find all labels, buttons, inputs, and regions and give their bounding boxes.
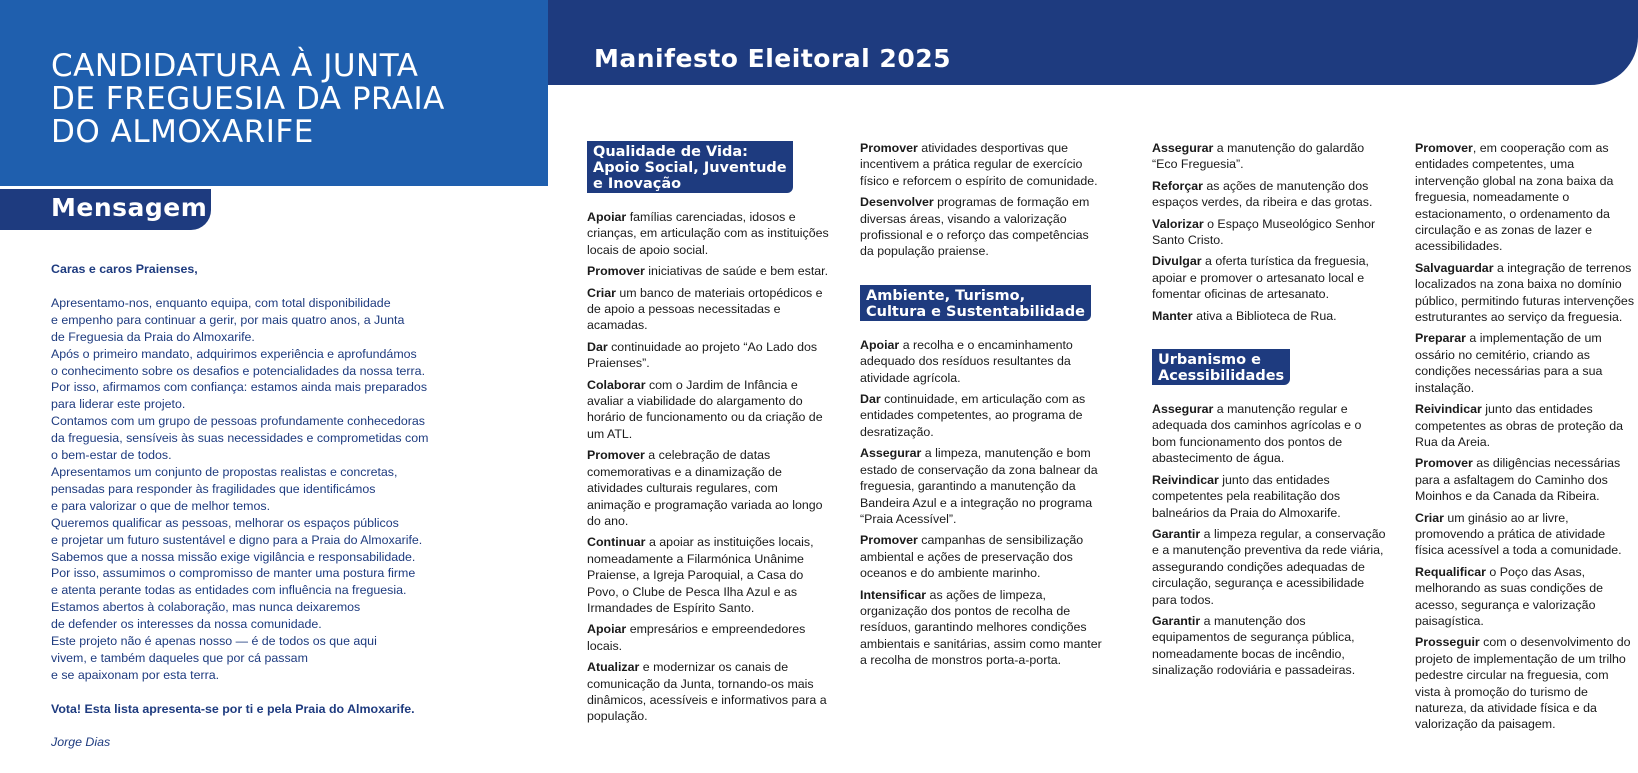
item-text: iniciativas de saúde e bem estar.	[644, 264, 829, 279]
list-item	[587, 534, 829, 616]
item-text: a recolha e o encaminhamento adequado dos resíduos resultantes da atividade agrícola.	[860, 337, 1073, 385]
item-text: continuidade ao projeto “Ao Lado dos Praienses”.	[587, 339, 818, 371]
item-verb: Preparar	[1415, 331, 1466, 346]
message-line: Apresentamos um conjunto de propostas realistas e concretas,	[51, 464, 398, 479]
section-title-line: Urbanismo e	[1158, 352, 1261, 369]
message-block	[51, 261, 456, 751]
message-line: Por isso, assumimos o compromisso de manter uma postura firme	[51, 566, 416, 581]
section-title-urbanism	[1152, 349, 1290, 385]
item-verb: Requalificar	[1415, 564, 1486, 579]
list-item	[1152, 308, 1386, 324]
message-signature: Jorge Dias	[51, 734, 111, 749]
message-closing: Vota! Esta lista apresenta-se por ti e pela Praia do Almoxarife.	[51, 701, 415, 716]
item-text: a implementação de um ossário no cemitério, criando as condições necessárias para a sua instalação.	[1415, 331, 1603, 395]
item-text: a integração de terrenos localizados na zona baixa no domínio público, permitindo futuras intervenções estruturantes ao serviço da freguesia.	[1415, 260, 1635, 325]
message-line: Contamos com um grupo de pessoas profundamente conhecedoras	[51, 414, 426, 429]
item-verb: Promover	[587, 448, 645, 463]
list-item	[860, 140, 1105, 189]
item-text: a limpeza, manutenção e bom estado de conservação da zona balnear da freguesia, garantindo a manutenção da Bandeira Azul e a integração no programa “Praia Acessível”.	[860, 446, 1098, 526]
section-title-line: Cultura e Sustentabilidade	[866, 303, 1085, 320]
item-text: um banco de materiais ortopédicos e de apoio a pessoas necessitadas e acamadas.	[587, 285, 823, 333]
column-quality-of-life	[587, 141, 829, 730]
list-item	[587, 209, 829, 258]
item-verb: Promover	[860, 141, 918, 155]
list-item	[1415, 260, 1637, 326]
list-item	[1415, 401, 1637, 450]
item-list	[1152, 401, 1386, 679]
message-line: Estamos abertos à colaboração, mas nunca deixaremos	[51, 600, 361, 615]
item-text: com o desenvolvimento do projeto de implementação de um trilho pedestre circular na freguesia, com vista à promoção do turismo de natureza, da atividade física e da valorização da paisagem.	[1415, 635, 1631, 732]
item-text: , em cooperação com as entidades competentes, uma intervenção global na zona baixa da freguesia, nomeadamente o estacionamento, o ordenamento da circulação e as zonas de lazer e acessibilidades.	[1415, 141, 1614, 254]
item-verb: Promover	[1415, 456, 1473, 471]
item-verb: Dar	[860, 392, 881, 407]
item-text: famílias carenciadas, idosos e crianças, em articulação com as instituições locais de apoio social.	[587, 210, 829, 257]
title-line: DE FREGUESIA DA PRAIA	[51, 81, 445, 117]
item-text: programas de formação em diversas áreas, visando a valorização profissional e o reforço das competências da população praiense.	[860, 195, 1090, 259]
item-verb: Garantir	[1152, 526, 1201, 541]
message-line: de Freguesia da Praia do Almoxarife.	[51, 329, 255, 344]
manifesto-heading: Manifesto Eleitoral 2025	[594, 44, 952, 73]
list-item	[587, 377, 829, 443]
section-title-line: Apoio Social, Juventude	[593, 160, 787, 176]
section-title-line: Ambiente, Turismo,	[866, 287, 1026, 304]
item-verb: Colaborar	[587, 377, 646, 392]
list-item	[1152, 140, 1386, 173]
message-greeting: Caras e caros Praienses,	[51, 262, 198, 276]
message-line: Após o primeiro mandato, adquirimos experiência e aprofundámos	[51, 346, 417, 361]
message-line: Este projeto não é apenas nosso — é de todos os que aqui	[51, 634, 377, 649]
list-item	[587, 285, 829, 334]
list-item	[1415, 564, 1637, 630]
item-text: atividades desportivas que incentivem a prática regular de exercício físico e reforcem o espírito de comunidade.	[860, 141, 1098, 188]
item-verb: Criar	[1415, 510, 1444, 525]
mensagem-label: Mensagem	[51, 193, 208, 222]
item-text: com o Jardim de Infância e avaliar a viabilidade do alargamento do horário de funcionamento ou da criação de um ATL.	[587, 377, 823, 441]
list-item	[587, 339, 829, 372]
message-line: o conhecimento sobre os desafios e potencialidades da nossa terra.	[51, 363, 426, 378]
item-verb: Reivindicar	[1415, 402, 1482, 417]
message-body	[51, 295, 456, 684]
item-verb: Prosseguir	[1415, 635, 1480, 650]
item-verb: Dar	[587, 339, 608, 354]
item-text: campanhas de sensibilização ambiental e ações de preservação dos oceanos e do ambiente marinho.	[860, 533, 1084, 581]
list-item	[860, 587, 1105, 669]
item-text: a manutenção do galardão “Eco Freguesia”.	[1152, 141, 1365, 172]
item-text: a celebração de datas comemorativas e a dinamização de atividades culturais regulares, com animação e programação variada ao longo do ano.	[587, 448, 823, 528]
item-verb: Reivindicar	[1152, 472, 1219, 487]
item-text: junto das entidades competentes pela reabilitação dos balneários da Praia do Almoxarife.	[1152, 472, 1341, 520]
item-verb: Valorizar	[1152, 216, 1204, 231]
item-list	[860, 337, 1105, 669]
item-verb: Intensificar	[860, 587, 927, 602]
message-line: para liderar este projeto.	[51, 397, 186, 412]
message-line: e projetar um futuro sustentável e digno para a Praia do Almoxarife.	[51, 532, 423, 547]
message-line: o bem-estar de todos.	[51, 448, 172, 463]
column-urbanism-continued	[1415, 140, 1637, 738]
section-title-line: Qualidade de Vida:	[593, 144, 748, 160]
item-text: o Poço das Asas, melhorando as suas condições de acesso, segurança e valorização paisagística.	[1415, 564, 1604, 628]
column-urbanism	[1152, 140, 1386, 684]
list-item	[1152, 613, 1386, 679]
item-verb: Promover	[1415, 141, 1473, 155]
item-verb: Atualizar	[587, 660, 640, 675]
item-verb: Desenvolver	[860, 195, 934, 210]
item-text: as ações de manutenção dos espaços verdes, da ribeira e das grotas.	[1152, 178, 1373, 210]
item-verb: Apoiar	[587, 210, 627, 224]
item-verb: Apoiar	[587, 622, 627, 637]
message-line: Queremos qualificar as pessoas, melhorar os espaços públicos	[51, 515, 399, 530]
message-line: da freguesia, sensíveis às suas necessidades e comprometidas com	[51, 431, 429, 446]
message-line: Apresentamo-nos, enquanto equipa, com total disponibilidade	[51, 295, 391, 310]
item-text: e modernizar os canais de comunicação da Junta, tornando-os mais dinâmicos, acessíveis e informativos para a população.	[587, 660, 827, 724]
list-item	[1415, 330, 1637, 396]
section-title-environment	[860, 285, 1091, 321]
message-line: e se apaixonam por esta terra.	[51, 667, 220, 682]
list-item	[1152, 401, 1386, 467]
item-verb: Assegurar	[1152, 402, 1214, 417]
list-item	[1152, 472, 1386, 521]
list-item	[1152, 178, 1386, 211]
list-item	[1152, 526, 1386, 608]
item-text: a apoiar as instituições locais, nomeadamente a Filarmónica Unânime Praiense, a Igreja Paroquial, a Casa do Povo, o Clube de Pesca Ilha Azul e as Irmandades de Espírito Santo.	[587, 535, 814, 615]
message-line: pensadas para responder às fragilidades que identificámos	[51, 481, 376, 496]
message-line: e empenho para continuar a gerir, por mais quatro anos, a Junta	[51, 312, 405, 327]
item-text: a manutenção dos equipamentos de segurança pública, nomeadamente bocas de incêndio, sinalização rodoviária e passadeiras.	[1152, 613, 1356, 678]
item-text: um ginásio ao ar livre, promovendo a prática de atividade física acessível a toda a comunidade.	[1415, 510, 1622, 558]
section-title-line: e Inovação	[593, 176, 682, 192]
list-item	[587, 447, 829, 529]
item-text: continuidade, em articulação com as entidades competentes, ao programa de desratização.	[860, 392, 1086, 439]
item-text: a oferta turística da freguesia, apoiar e promover o artesanato local e fomentar oficinas de artesanato.	[1152, 254, 1369, 302]
item-verb: Divulgar	[1152, 254, 1202, 269]
list-item	[1415, 634, 1637, 732]
list-item	[587, 621, 829, 654]
list-item	[860, 337, 1105, 386]
message-line: de defender os interesses da nossa comunidade.	[51, 617, 322, 632]
item-verb: Apoiar	[860, 337, 900, 352]
list-item	[1152, 216, 1386, 249]
item-text: as ações de limpeza, organização dos pontos de recolha de resíduos, garantindo melhores condições ambientais e sanitárias, assim como manter a recolha de monstros porta-a-porta.	[860, 587, 1102, 668]
item-verb: Assegurar	[860, 446, 922, 461]
item-text: as diligências necessárias para a asfaltagem do Caminho dos Moinhos e da Canada da Ribeira.	[1415, 456, 1621, 504]
message-line: e atenta perante todas as entidades com influência na freguesia.	[51, 583, 407, 598]
list-item	[860, 391, 1105, 440]
item-verb: Manter	[1152, 308, 1193, 323]
item-list	[1152, 140, 1386, 324]
message-line: Por isso, afirmamos com confiança: estamos ainda mais preparados	[51, 380, 428, 395]
item-verb: Assegurar	[1152, 141, 1214, 155]
header-band	[548, 0, 1638, 85]
item-verb: Garantir	[1152, 613, 1201, 628]
item-text: empresários e empreendedores locais.	[587, 622, 806, 653]
mensagem-tab	[0, 189, 211, 230]
item-text: junto das entidades competentes as obras de proteção da Rua da Areia.	[1415, 402, 1624, 449]
page-title	[51, 50, 521, 149]
list-item	[860, 445, 1105, 527]
item-list	[1415, 140, 1637, 733]
message-line: Sabemos que a nossa missão exige vigilância e responsabilidade.	[51, 549, 416, 564]
item-text: a limpeza regular, a conservação e a manutenção preventiva da rede viária, assegurando condições adequadas de circulação, segurança e acessibilidade para todos.	[1152, 526, 1386, 607]
list-item	[587, 659, 829, 725]
message-line: e para valorizar o que de melhor temos.	[51, 498, 271, 513]
item-text: o Espaço Museológico Senhor Santo Cristo.	[1152, 216, 1376, 248]
item-verb: Reforçar	[1152, 178, 1203, 193]
title-line: DO ALMOXARIFE	[51, 114, 314, 150]
list-item	[1415, 455, 1637, 504]
section-title-line: Acessibilidades	[1158, 368, 1285, 385]
list-item	[1415, 140, 1637, 255]
item-verb: Criar	[587, 285, 616, 300]
title-line: CANDIDATURA À JUNTA	[51, 48, 419, 84]
column-environment	[860, 140, 1105, 674]
list-item	[1152, 253, 1386, 302]
item-verb: Salvaguardar	[1415, 260, 1494, 275]
list-item	[1415, 510, 1637, 559]
item-text: a manutenção regular e adequada dos caminhos agrícolas e o bom funcionamento dos pontos de abastecimento de água.	[1152, 402, 1362, 466]
list-item	[860, 194, 1105, 260]
title-block	[0, 0, 548, 186]
message-line: vivem, e também daqueles que por cá passam	[51, 650, 308, 665]
section-title-quality-of-life	[587, 141, 793, 193]
item-verb: Promover	[587, 264, 645, 279]
item-list	[860, 140, 1105, 260]
list-item	[587, 263, 829, 279]
item-verb: Promover	[860, 533, 918, 548]
list-item	[860, 532, 1105, 581]
item-verb: Continuar	[587, 535, 646, 550]
item-list	[587, 209, 829, 725]
item-text: ativa a Biblioteca de Rua.	[1192, 308, 1337, 323]
